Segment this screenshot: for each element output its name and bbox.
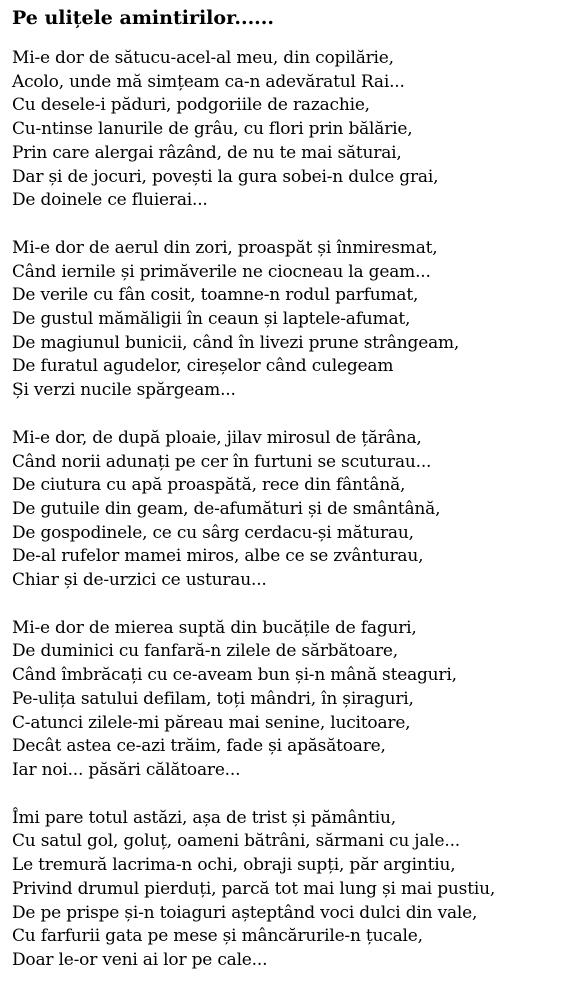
poem-line: De-al rufelor mamei miros, albe ce se zvânturau, <box>12 546 424 567</box>
poem-line: De verile cu fân cosit, toamne-n rodul parfumat, <box>12 285 419 306</box>
poem-line: Chiar și de-urzici ce usturau... <box>12 570 267 591</box>
poem-line: Acolo, unde mă simțeam ca-n adevăratul Rai... <box>12 71 405 92</box>
poem-line: C-atunci zilele-mi păreau mai senine, lucitoare, <box>12 712 411 733</box>
poem-line: Prin care alergai râzând, de nu te mai săturai, <box>12 142 402 163</box>
poem-page <box>12 6 568 997</box>
poem-line: De gustul mămăligii în ceaun și laptele-afumat, <box>12 309 411 330</box>
poem-line: Cu-ntinse lanurile de grâu, cu flori prin bălărie, <box>12 119 413 140</box>
poem-line: Când iernile și primăverile ne ciocneau la geam... <box>12 261 431 282</box>
poem-line: De gutuile din geam, de-afumături și de smântână, <box>12 498 441 519</box>
poem-line: Când norii adunați pe cer în furtuni se scuturau... <box>12 451 432 472</box>
poem-line: Mi-e dor de mierea suptă din bucățile de faguri, <box>12 617 417 638</box>
poem-line: Cu satul gol, goluț, oameni bătrâni, sărmani cu jale... <box>12 831 461 852</box>
poem-line: Privind drumul pierduți, parcă tot mai lung și mai pustiu, <box>12 878 496 899</box>
poem-line: De duminici cu fanfară-n zilele de sărbătoare, <box>12 641 399 662</box>
poem-title: Pe ulițele amintirilor...... <box>12 7 275 29</box>
poem-line: De magiunul bunicii, când în livezi prune strângeam, <box>12 332 460 353</box>
stanza-3 <box>12 427 568 593</box>
poem-line: De furatul agudelor, cireșelor când culegeam <box>12 356 394 377</box>
poem-line: Dar și de jocuri, povești la gura sobei-n dulce grai, <box>12 166 439 187</box>
poem-line: De doinele ce fluierai... <box>12 190 208 211</box>
poem-line: Doar le-or veni ai lor pe cale... <box>12 949 268 970</box>
poem-line: De pe prispe și-n toiaguri așteptând voci dulci din vale, <box>12 902 478 923</box>
poem-line: Iar noi... păsări călătoare... <box>12 759 241 780</box>
stanza-1 <box>12 47 568 213</box>
poem-line: Cu farfurii gata pe mese și mâncărurile-n țucale, <box>12 926 423 947</box>
poem-line: Mi-e dor de aerul din zori, proaspăt și înmiresmat, <box>12 237 438 258</box>
poem-line: Pe-ulița satului defilam, toți mândri, în șiraguri, <box>12 688 414 709</box>
poem-line: Mi-e dor, de după ploaie, jilav mirosul de țărâna, <box>12 427 422 448</box>
stanza-2 <box>12 237 568 403</box>
poem-line: Mi-e dor de sătucu-acel-al meu, din copilărie, <box>12 48 394 68</box>
stanza-4 <box>12 617 568 783</box>
poem-line: Îmi pare totul astăzi, așa de trist și pământiu, <box>12 807 396 828</box>
poem-line: De ciutura cu apă proaspătă, rece din fântână, <box>12 475 406 496</box>
poem-line: Decât astea ce-azi trăim, fade și apăsătoare, <box>12 736 386 757</box>
stanza-5 <box>12 807 568 973</box>
poem-line: Când îmbrăcați cu ce-aveam bun și-n mână steaguri, <box>12 665 457 686</box>
poem-line: Și verzi nucile spărgeam... <box>12 380 236 401</box>
poem-line: Cu desele-i păduri, podgoriile de razachie, <box>12 95 370 116</box>
poem-line: Le tremură lacrima-n ochi, obraji supți, păr argintiu, <box>12 855 456 876</box>
poem-line: De gospodinele, ce cu sârg cerdacu-și măturau, <box>12 522 414 543</box>
